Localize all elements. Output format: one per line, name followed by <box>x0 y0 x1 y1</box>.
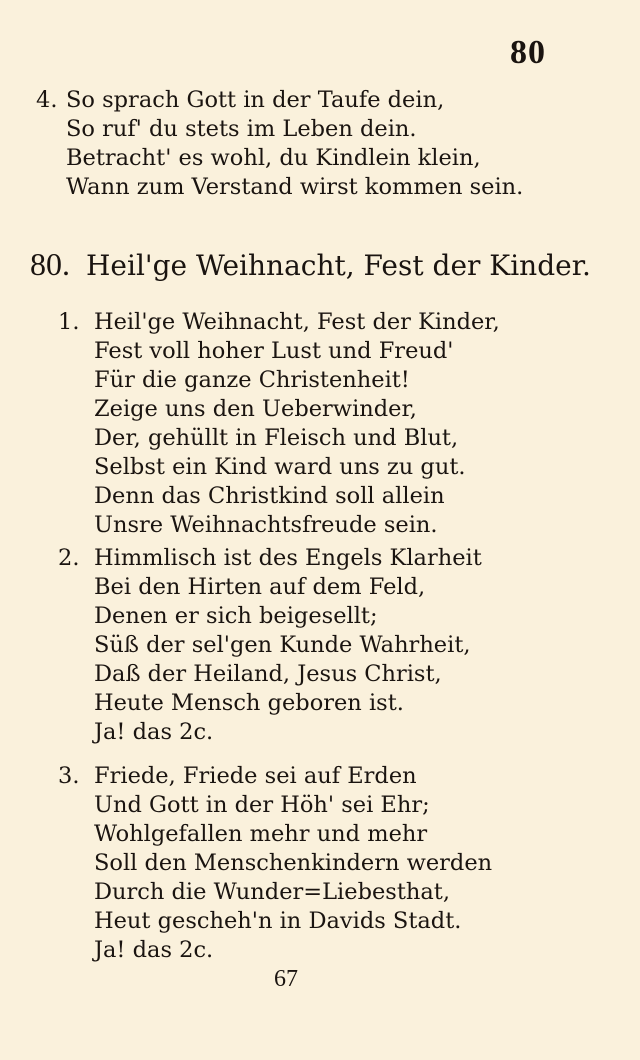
stanza-line: Zeige uns den Ueberwinder, <box>94 396 417 422</box>
hymn-title <box>30 244 591 286</box>
stanza-line: Unsre Weihnachtsfreude sein. <box>94 512 438 538</box>
stanza-line: Wann zum Verstand wirst kommen sein. <box>66 174 524 200</box>
stanza-line: Ja! das 2c. <box>94 937 214 963</box>
stanza-line: Heute Mensch geboren ist. <box>94 690 404 716</box>
stanza-number: 3. <box>58 763 80 789</box>
stanza-line: Und Gott in der Höh' sei Ehr; <box>94 792 430 818</box>
stanza-line: Selbst ein Kind ward uns zu gut. <box>94 454 466 480</box>
hymn-title-text: Heil'ge Weihnacht, Fest der Kinder. <box>86 249 591 282</box>
stanza-line: So ruf' du stets im Leben dein. <box>66 116 417 142</box>
stanza-line: Bei den Hirten auf dem Feld, <box>94 574 426 600</box>
stanza-line: Für die ganze Christenheit! <box>94 367 410 393</box>
stanza-line: Der, gehüllt in Fleisch und Blut, <box>94 425 459 451</box>
stanza-line: So sprach Gott in der Taufe dein, <box>66 87 445 113</box>
page-number: 67 <box>274 966 298 992</box>
stanza-number: 1. <box>58 309 80 335</box>
stanza-line: Himmlisch ist des Engels Klarheit <box>94 545 482 571</box>
stanza-line: Süß der sel'gen Kunde Wahrheit, <box>94 632 471 658</box>
hymn-title-number: 80. <box>30 246 70 282</box>
stanza-line: Ja! das 2c. <box>94 719 214 745</box>
stanza-line: Heil'ge Weihnacht, Fest der Kinder, <box>94 309 500 335</box>
stanza-line: Friede, Friede sei auf Erden <box>94 763 417 789</box>
stanza-line: Soll den Menschenkindern werden <box>94 850 493 876</box>
stanza-number: 4. <box>36 87 58 113</box>
stanza-line: Denn das Christkind soll allein <box>94 483 445 509</box>
stanza-line: Wohlgefallen mehr und mehr <box>94 821 428 847</box>
stanza-number: 2. <box>58 545 80 571</box>
stanza-line: Heut gescheh'n in Davids Stadt. <box>94 908 462 934</box>
hymn-number-header: 80 <box>510 34 546 71</box>
stanza-line: Durch die Wunder=Liebesthat, <box>94 879 450 905</box>
stanza-line: Denen er sich beigesellt; <box>94 603 378 629</box>
stanza-line: Daß der Heiland, Jesus Christ, <box>94 661 442 687</box>
stanza-line: Fest voll hoher Lust und Freud' <box>94 338 454 364</box>
stanza-line: Betracht' es wohl, du Kindlein klein, <box>66 145 481 171</box>
